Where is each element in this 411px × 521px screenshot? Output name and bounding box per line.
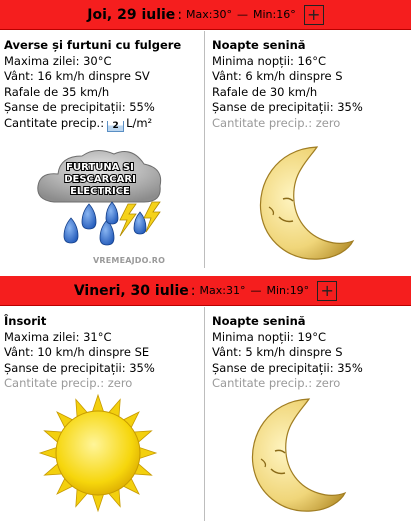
- icon-text-line-1: FURTUNA SI: [66, 162, 134, 173]
- wind-row: Vânt: 10 km/h dinspre SE: [4, 345, 150, 359]
- day-header: [0, 276, 411, 306]
- gusts-row: Rafale de 35 km/h: [4, 84, 110, 99]
- day-header: [0, 0, 411, 30]
- title-colon: :: [177, 6, 183, 23]
- min-temp: 16°: [276, 8, 296, 21]
- wind-row: Vânt: 16 km/h dinspre SV: [4, 69, 150, 83]
- precip-amount-value: 2: [107, 121, 124, 132]
- min-label: Min:: [266, 284, 290, 297]
- moon-icon: [247, 393, 347, 520]
- icon-text-line-2: DESCARCARI: [64, 174, 136, 185]
- condition-title: Averse și furtuni cu fulgere: [4, 38, 182, 52]
- min-temp-row: Minima nopții: 19°C: [212, 329, 326, 344]
- icon-text-line-3: ELECTRICE: [70, 186, 130, 197]
- condition-title: Noapte senină: [212, 314, 306, 328]
- max-temp-row: Maxima zilei: 31°C: [4, 329, 112, 344]
- day-part: [0, 307, 205, 521]
- condition-title: Noapte senină: [212, 38, 306, 52]
- precip-amount-row: [4, 116, 204, 132]
- sun-icon: [38, 393, 158, 518]
- max-temp-row: Maxima zilei: 30°C: [4, 53, 112, 68]
- day-part: [0, 31, 205, 268]
- precip-amount-label: Cantitate precip.:: [4, 115, 105, 130]
- day-title: Joi, 29 iulie: [87, 6, 176, 23]
- day-forecast-2: [0, 276, 411, 521]
- wind-row: Vânt: 5 km/h dinspre S: [212, 345, 343, 359]
- precip-chance-row: Șanse de precipitații: 35%: [212, 360, 363, 375]
- storm-cloud-icon: [34, 142, 169, 255]
- watermark: VREMEAJDO.RO: [93, 256, 166, 265]
- condition-title: Însorit: [4, 314, 47, 328]
- precip-amount-unit: L/m²: [126, 115, 153, 130]
- precip-amount-row: Cantitate precip.: zero: [4, 376, 133, 390]
- moon-icon: [255, 141, 355, 268]
- gusts-row: Rafale de 30 km/h: [212, 84, 318, 99]
- title-colon: :: [190, 282, 196, 299]
- precip-chance-row: Șanse de precipitații: 55%: [4, 100, 155, 114]
- min-temp-row: Minima nopții: 16°C: [212, 53, 326, 68]
- min-temp: 19°: [289, 284, 310, 297]
- temp-separator: —: [250, 284, 262, 297]
- night-part: [205, 31, 410, 268]
- precip-amount-row: Cantitate precip.: zero: [212, 376, 341, 390]
- wind-row: Vânt: 6 km/h dinspre S: [212, 69, 343, 83]
- day-title: Vineri, 30 iulie: [73, 282, 189, 299]
- max-label: Max:: [186, 8, 213, 21]
- expand-button[interactable]: +: [317, 281, 337, 301]
- temp-separator: —: [236, 8, 248, 21]
- max-label: Max:: [199, 284, 226, 297]
- max-temp: 30°: [212, 8, 232, 21]
- min-label: Min:: [252, 8, 277, 21]
- precip-chance-row: Șanse de precipitații: 35%: [4, 360, 155, 375]
- max-temp: 31°: [225, 284, 246, 297]
- expand-button[interactable]: +: [304, 5, 324, 25]
- precip-amount-row: Cantitate precip.: zero: [212, 115, 341, 130]
- night-part: [205, 307, 410, 521]
- precip-chance-row: Șanse de precipitații: 35%: [212, 100, 363, 114]
